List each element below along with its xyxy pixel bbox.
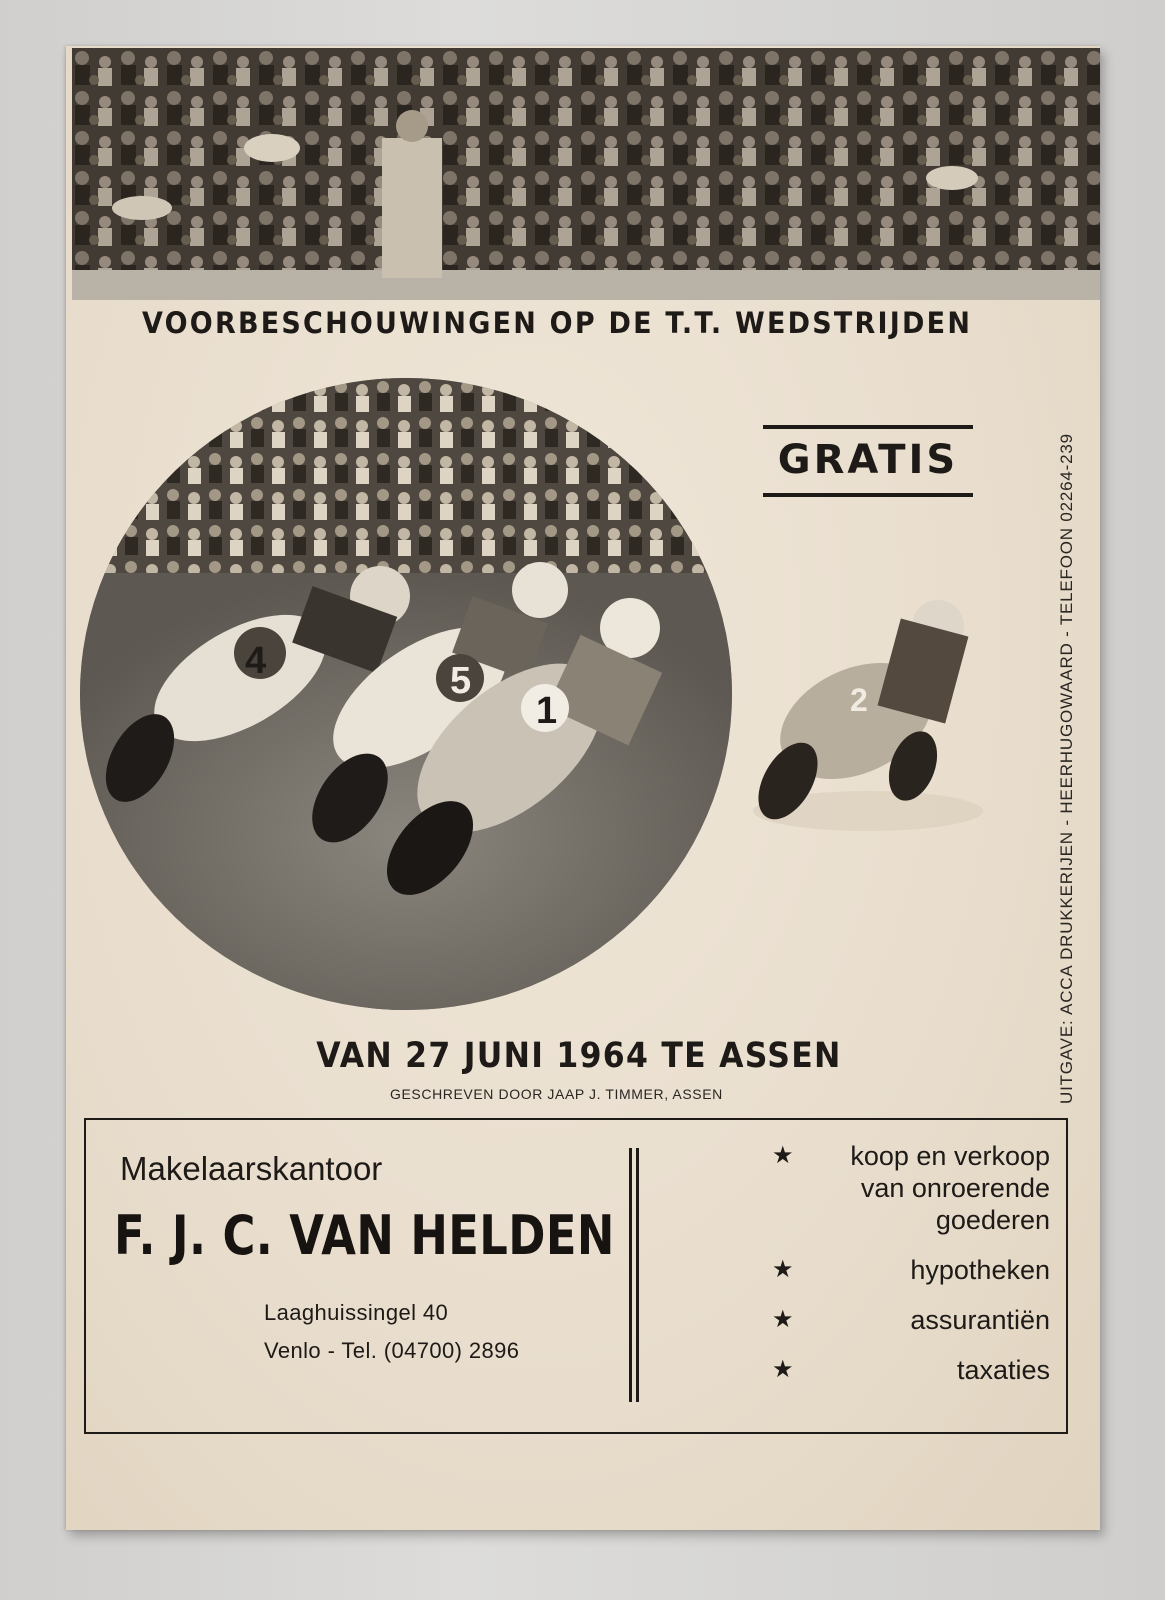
- advertisement-box: [84, 1118, 1068, 1434]
- author-credit: GESCHREVEN DOOR JAAP J. TIMMER, ASSEN: [390, 1086, 723, 1102]
- event-date-text: VAN 27 JUNI 1964 TE ASSEN: [315, 1036, 842, 1076]
- rider-number-2: 2: [850, 682, 868, 718]
- star-icon: ★: [772, 1256, 794, 1283]
- ad-company-name: F. J. C. VAN HELDEN: [114, 1204, 615, 1267]
- race-photo-circle: [80, 378, 732, 1010]
- ad-service-item: [772, 1304, 1050, 1336]
- ad-service-label: koop en verkoop van onroerende goederen: [850, 1141, 1050, 1235]
- publisher-credit: UITGAVE: ACCA DRUKKERIJEN - HEERHUGOWAARD - TELEFOON 02264-239: [1057, 433, 1076, 1104]
- ad-phone: Venlo - Tel. (04700) 2896: [264, 1338, 520, 1363]
- ad-double-divider: [629, 1148, 639, 1402]
- ad-address: Laaghuissingel 40: [264, 1300, 449, 1325]
- ad-service-label: taxaties: [956, 1355, 1050, 1385]
- ad-service-label: assurantiën: [910, 1305, 1050, 1335]
- rider-number-5: 5: [450, 660, 472, 702]
- headline: VOORBESCHOUWINGEN OP DE T.T. WEDSTRIJDEN: [142, 306, 973, 340]
- star-icon: ★: [772, 1142, 794, 1169]
- ad-service-item: [772, 1354, 1050, 1386]
- star-icon: ★: [772, 1356, 794, 1383]
- crowd-photo-banner: [72, 48, 1100, 300]
- ad-service-item: [772, 1254, 1050, 1286]
- ad-office-type: Makelaarskantoor: [120, 1150, 383, 1187]
- star-icon: ★: [772, 1306, 794, 1333]
- rider-number-1: 1: [536, 690, 558, 732]
- ad-service-label: hypotheken: [910, 1255, 1050, 1285]
- gratis-badge: GRATIS: [763, 425, 973, 497]
- ad-service-item: [772, 1140, 1050, 1236]
- rider-2-cutout: [738, 586, 1028, 846]
- rider-number-4: 4: [245, 640, 267, 682]
- event-date: [0, 1036, 1161, 1076]
